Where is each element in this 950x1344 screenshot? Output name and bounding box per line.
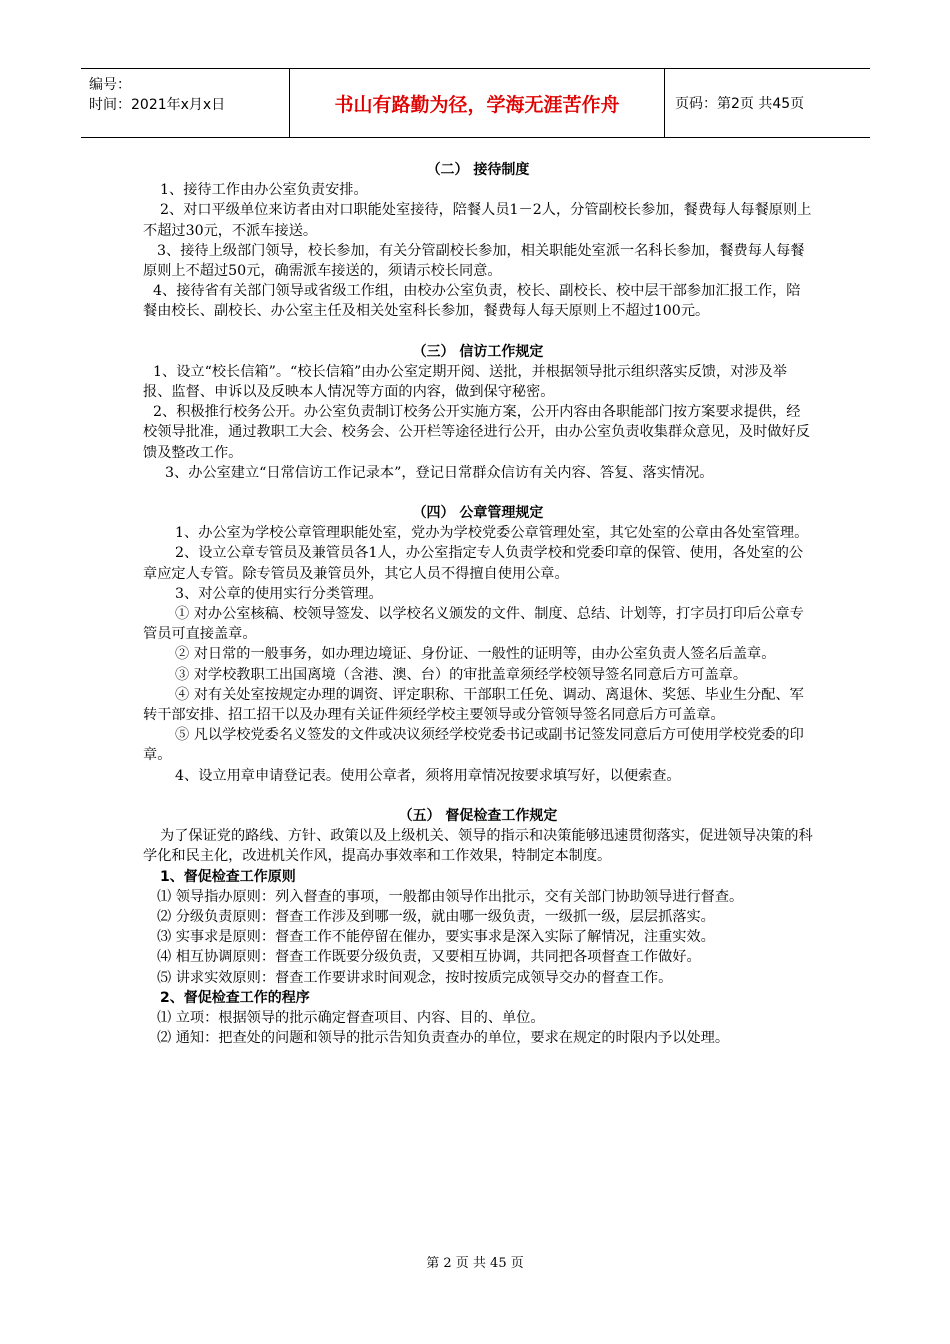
paragraph: ④ 对有关处室按规定办理的调资、评定职称、干部职工任免、调动、离退休、奖惩、毕业生分配、军转干部安排、招工招干以及办理有关证件须经学校主要领导或分管领导签名同意后方可盖章。 bbox=[143, 686, 804, 724]
paragraph: ② 对日常的一般事务，如办理边境证、身份证、一般性的证明等，由办公室负责人签名后盖章。 bbox=[175, 646, 776, 663]
paragraph: ⑤ 凡以学校党委名义签发的文件或决议须经学校党委书记或副书记签发同意后方可使用学校党委的印章。 bbox=[143, 727, 804, 764]
section-title: （四） 公章管理规定 bbox=[412, 505, 544, 522]
paragraph: ③ 对学校教职工出国离境（含港、澳、台）的审批盖章须经学校领导签名同意后方可盖章。 bbox=[175, 666, 748, 683]
list-item: ⑸ 讲求实效原则：督查工作要讲求时间观念，按时按质完成领导交办的督查工作。 bbox=[157, 969, 673, 986]
header-page-info: 页码：第2页 共45页 bbox=[675, 96, 805, 112]
section-title: （三） 信访工作规定 bbox=[412, 343, 544, 360]
paragraph: 2、设立公章专管员及兼管员各1人，办公室指定专人负责学校和党委印章的保管、使用，各处室的公章应定人专管。除专管员及兼管员外，其它人员不得擅自使用公章。 bbox=[143, 545, 804, 582]
list-item: ⑷ 相互协调原则：督查工作既要分级负责，又要相互协调，共同把各项督查工作做好。 bbox=[157, 949, 701, 966]
page-footer: 第 2 页 共 45 页 bbox=[426, 1256, 524, 1271]
paragraph: 4、接待省有关部门领导或省级工作组，由校办公室负责，校长、副校长、校中层干部参加汇报工作，陪餐由校长、副校长、办公室主任及相关处室科长参加，餐费每人每天原则上不超过100元。 bbox=[143, 283, 801, 320]
paragraph: 3、办公室建立“日常信访工作记录本”，登记日常群众信访有关内容、答复、落实情况。 bbox=[165, 464, 714, 481]
subsection-title: 2、督促检查工作的程序 bbox=[160, 989, 310, 1006]
subsection-title: 1、督促检查工作原则 bbox=[160, 868, 296, 885]
paragraph: 1、办公室为学校公章管理职能处室，党办为学校党委公章管理处室，其它处室的公章由各处室管理。 bbox=[175, 525, 809, 542]
list-item: ⑵ 分级负责原则：督查工作涉及到哪一级，就由哪一级负责，一级抓一级，层层抓落实。 bbox=[157, 908, 715, 925]
paragraph: 3、接待上级部门领导，校长参加，有关分管副校长参加，相关职能处室派一名科长参加，餐费每人每餐原则上不超过50元，确需派车接送的，须请示校长同意。 bbox=[143, 242, 805, 280]
paragraph: ① 对办公室核稿、校领导签发、以学校名义颁发的文件、制度、总结、计划等，打字员打印后公章专管员可直接盖章。 bbox=[143, 606, 804, 643]
number-label: 编号： bbox=[89, 77, 131, 93]
paragraph: 1、接待工作由办公室负责安排。 bbox=[160, 182, 368, 199]
paragraph: 1、设立“校长信箱”。“校长信箱”由办公室定期开阅、送批，并根据领导批示组织落实反馈，对涉及举报、监督、申诉以及反映本人情况等方面的内容，做到保守秘密。 bbox=[143, 363, 787, 401]
list-item: ⑶ 实事求是原则：督查工作不能停留在催办，要实事求是深入实际了解情况，注重实效。 bbox=[157, 929, 715, 946]
paragraph: 2、积极推行校务公开。办公室负责制订校务公开实施方案，公开内容由各职能部门按方案要求提供，经校领导批准，通过教职工大会、校务会、公开栏等途径进行公开，由办公室负责收集群众意见，及时做好反馈及整改工作。 bbox=[143, 404, 810, 461]
document-body bbox=[143, 160, 813, 1048]
section-title: （五） 督促检查工作规定 bbox=[398, 807, 558, 824]
list-item: ⑴ 立项：根据领导的批示确定督查项目、内容、目的、单位。 bbox=[157, 1009, 545, 1026]
header-motto: 书山有路勤为径，学海无涯苦作舟 bbox=[290, 69, 665, 137]
time-label: 时间：2021年x月x日 bbox=[89, 97, 226, 113]
page-header bbox=[81, 68, 870, 138]
paragraph: 4、设立用章申请登记表。使用公章者，须将用章情况按要求填写好，以便索查。 bbox=[175, 767, 681, 784]
list-item: ⑴ 领导指办原则：列入督查的事项，一般都由领导作出批示，交有关部门协助领导进行督查。 bbox=[157, 888, 744, 905]
header-meta bbox=[81, 69, 290, 137]
section-title: （二） 接待制度 bbox=[426, 162, 530, 178]
paragraph: 为了保证党的路线、方针、政策以及上级机关、领导的指示和决策能够迅速贯彻落实，促进领导决策的科学化和民主化，改进机关作风，提高办事效率和工作效果，特制定本制度。 bbox=[143, 828, 813, 865]
paragraph: 2、对口平级单位来访者由对口职能处室接待，陪餐人员1－2人，分管副校长参加，餐费每人每餐原则上不超过30元，不派车接送。 bbox=[143, 202, 812, 239]
paragraph: 3、对公章的使用实行分类管理。 bbox=[175, 585, 383, 602]
list-item: ⑵ 通知：把查处的问题和领导的批示告知负责查办的单位，要求在规定的时限内予以处理。 bbox=[157, 1030, 730, 1047]
